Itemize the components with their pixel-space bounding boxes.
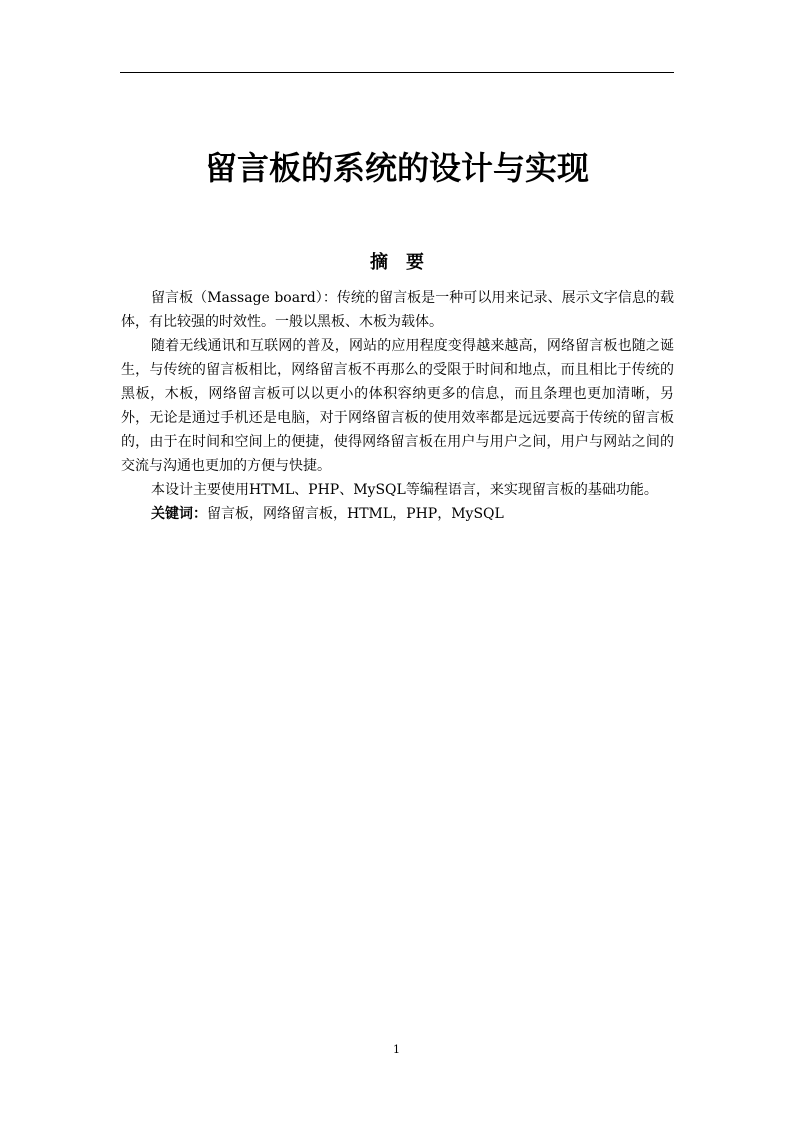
keywords-line	[121, 502, 674, 526]
document-title: 留言板的系统的设计与实现	[204, 149, 589, 187]
abstract-paragraph-background: 随着无线通讯和互联网的普及，网站的应用程度变得越来越高，网络留言板也随之诞生，与传统的留言板相比，网络留言板不再那么的受限于时间和地点，而且相比于传统的黑板，木板，网络留言板可以以更小的体积容纳更多的信息，而且条理也更加清晰，另外，无论是通过手机还是电脑，对于网络留言板的使用效率都是远远要高于传统的留言板的，由于在时间和空间上的便捷，使得网络留言板在用户与用户之间，用户与网站之间的交流与沟通也更加的方便与快捷。	[121, 338, 674, 474]
abstract-paragraph-definition: 留言板（Massage board）：传统的留言板是一种可以用来记录、展示文字信息的载体，有比较强的时效性。一般以黑板、木板为载体。	[121, 290, 674, 330]
keywords-value: 留言板，网络留言板，HTML，PHP，MySQL	[207, 506, 504, 522]
abstract-paragraph-design: 本设计主要使用HTML、PHP、MySQL等编程语言，来实现留言板的基础功能。	[151, 482, 658, 498]
abstract-body	[121, 286, 674, 526]
abstract-heading	[120, 251, 674, 275]
keywords-label: 关键词：	[151, 506, 207, 522]
header-rule	[120, 72, 674, 73]
abstract-heading-part2: 要	[406, 252, 424, 273]
page-number: 1	[393, 1043, 400, 1056]
abstract-heading-part1: 摘	[370, 252, 388, 273]
